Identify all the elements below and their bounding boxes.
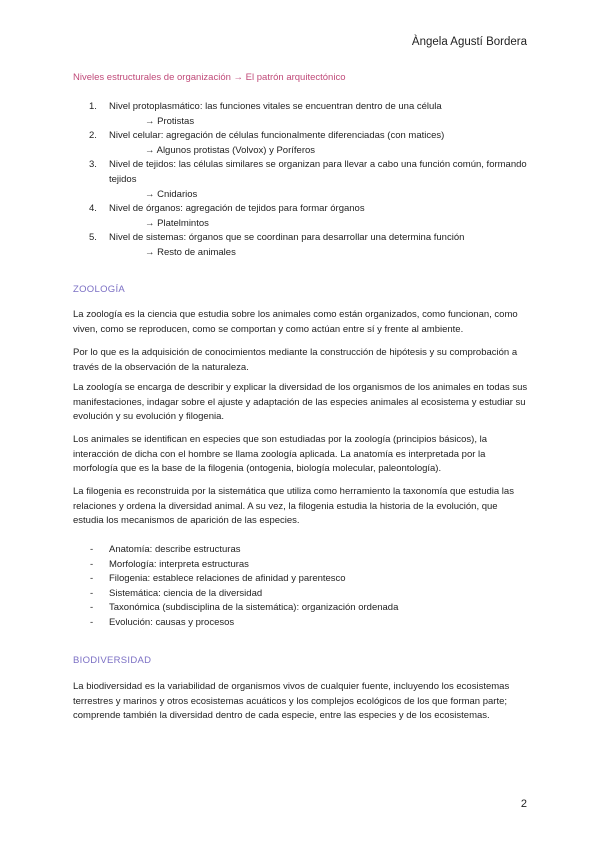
author-name: Àngela Agustí Bordera — [411, 36, 527, 48]
list-item-text: Nivel celular: agregación de células funcionalmente diferenciadas (con matices) — [109, 130, 445, 142]
list-item — [73, 601, 398, 616]
zoologia-paragraph-1: La zoología es la ciencia que estudia sobre los animales como están organizados, como funcionan, como viven, como se reproducen, como se comportan y como actúan entre sí y frente al ambiente. — [73, 309, 518, 335]
bullet-dash: - — [90, 587, 94, 599]
list-item-text: Evolución: causas y procesos — [109, 616, 235, 628]
zoologia-paragraph-2: Por lo que es la adquisición de conocimientos mediante la construcción de hipótesis y su comprobación a través de la observación de la naturaleza. — [73, 347, 518, 373]
zoologia-paragraph-4: Los animales se identifican en especies que son estudiadas por la zoología (principios básicos), la interacción de dicha con el hombre se llama zoología aplicada. La anatomía es interpretada por la morfología que es la base de la filogenia (ontogenia, biología molecular, paleontología). — [73, 434, 488, 475]
list-number: 1. — [89, 101, 97, 112]
list-item — [73, 572, 398, 587]
list-item — [73, 616, 398, 631]
zoologia-heading: ZOOLOGÍA — [73, 284, 126, 295]
list-item-example: → Cnidarios — [145, 188, 198, 200]
list-item-text: Morfología: interpreta estructuras — [109, 558, 249, 570]
organization-levels-list — [73, 100, 533, 261]
list-item — [73, 558, 398, 573]
list-number: 5. — [89, 232, 97, 244]
list-item — [73, 202, 533, 231]
list-item — [73, 231, 533, 260]
list-item-text: Taxonómica (subdisciplina de la sistemática): organización ordenada — [109, 602, 399, 614]
list-item — [73, 587, 398, 602]
list-number: 3. — [89, 159, 97, 171]
list-item — [73, 158, 533, 202]
list-item-example: → Platelmintos — [145, 217, 209, 229]
section-subtitle: Niveles estructurales de organización → El patrón arquitectónico — [73, 72, 346, 83]
list-number: 4. — [89, 203, 97, 215]
bullet-dash: - — [90, 573, 94, 585]
list-item-text: Nivel de tejidos: las células similares se organizan para llevar a cabo una función común, formando tejidos — [109, 159, 527, 185]
biodiversidad-paragraph: La biodiversidad es la variabilidad de organismos vivos de cualquier fuente, incluyendo los ecosistemas terrestres y marinos y otros ecosistemas acuáticos y los complejos ecológicos de los que forman parte; comprende también la diversidad dentro de cada especie, entre las especies y de los ecosistemas. — [73, 681, 510, 722]
list-item-text: Nivel de sistemas: órganos que se coordinan para desarrollar una determina función — [109, 232, 465, 244]
bullet-dash: - — [90, 544, 94, 555]
list-item-example: → Protistas — [145, 115, 195, 127]
page-number: 2 — [520, 798, 527, 810]
list-item-example: → Algunos protistas (Volvox) y Poríferos — [145, 144, 316, 156]
list-item-text: Nivel de órganos: agregación de tejidos para formar órganos — [109, 203, 365, 215]
bullet-dash: - — [90, 602, 94, 614]
list-item — [73, 100, 533, 129]
bullet-dash: - — [90, 616, 94, 628]
list-item-text: Anatomía: describe estructuras — [109, 544, 241, 555]
biodiversidad-heading: BIODIVERSIDAD — [73, 655, 152, 666]
list-item-text: Filogenia: establece relaciones de afinidad y parentesco — [109, 573, 346, 585]
list-item — [73, 129, 533, 158]
disciplines-list — [73, 543, 398, 631]
list-number: 2. — [89, 130, 97, 142]
bullet-dash: - — [90, 558, 94, 570]
list-item-text: Nivel protoplasmático: las funciones vitales se encuentran dentro de una célula — [109, 101, 442, 112]
zoologia-paragraph-3: La zoología se encarga de describir y explicar la diversidad de los organismos de los animales en todas sus manifestaciones, indagar sobre el ajuste y adaptación de las especies animales al ecosistema y estudiar su evolución y su evolución y filogenia. — [73, 382, 528, 423]
list-item-example: → Resto de animales — [145, 246, 236, 258]
list-item-text: Sistemática: ciencia de la diversidad — [109, 587, 263, 599]
zoologia-paragraph-5: La filogenia es reconstruida por la sistemática que utiliza como herramiento la taxonomía que estudia las relaciones y ordena la diversidad animal. A su vez, la filogenia estudia la historia de la evolución, que estudia los mecanismos de aparición de las especies. — [73, 486, 514, 527]
list-item — [73, 543, 398, 558]
